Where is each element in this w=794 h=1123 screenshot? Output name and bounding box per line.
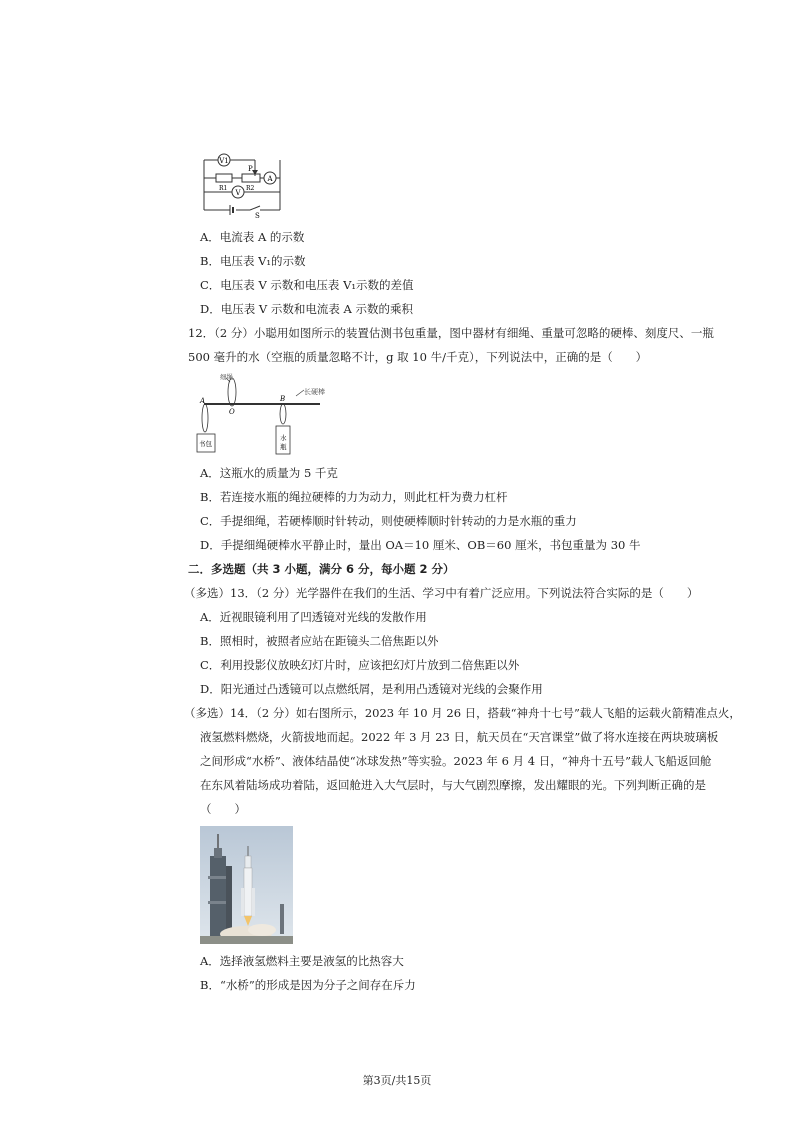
lever-rope-label: 细绳: [220, 373, 233, 381]
q11-option-a: A．电流表 A 的示数: [200, 230, 305, 244]
q13-option-b: B．照相时，被照者应站在距镜头二倍焦距以外: [200, 634, 439, 648]
q11-option-b: B．电压表 V₁的示数: [200, 254, 306, 268]
q12-stem-line1: 12．（2 分）小聪用如图所示的装置估测书包重量，图中器材有细绳、重量可忽略的硬棒、刻度尺、一瓶: [188, 326, 714, 340]
q14-option-a: A．选择液氢燃料主要是液氢的比热容大: [200, 954, 404, 968]
q14-stem-line5: （ ）: [200, 802, 246, 816]
lever-diagram: [196, 370, 336, 460]
q14-stem-line2: 液氢燃料燃烧，火箭拔地而起。2022 年 3 月 23 日，航天员在“天宫课堂”做了将水连接在两块玻璃板: [200, 730, 719, 744]
circuit-diagram: [200, 150, 290, 218]
q12-option-b: B．若连接水瓶的绳拉硬棒的力为动力，则此杠杆为费力杠杆: [200, 490, 508, 504]
q13-option-a: A．近视眼镜利用了凹透镜对光线的发散作用: [200, 610, 427, 624]
lever-a-label: A: [200, 397, 206, 405]
q13-option-d: D．阳光通过凸透镜可以点燃纸屑，是利用凸透镜对光线的会聚作用: [200, 682, 543, 696]
q12-option-a: A．这瓶水的质量为 5 千克: [200, 466, 338, 480]
section-heading: 二．多选题（共 3 小题，满分 6 分，每小题 2 分）: [188, 562, 455, 576]
circuit-p-label: P: [248, 165, 253, 173]
circuit-s-label: S: [255, 212, 260, 218]
lever-rod-label: 长硬棒: [304, 388, 325, 396]
q11-option-c: C．电压表 V 示数和电压表 V₁示数的差值: [200, 278, 414, 292]
rocket-launch-photo: [200, 826, 293, 944]
lever-bag-label: 书包: [199, 440, 212, 448]
q12-option-d: D．手提细绳硬棒水平静止时，量出 OA＝10 厘米、OB＝60 厘米，书包重量为 30 牛: [200, 538, 641, 552]
lever-water-label-1: 水: [280, 434, 287, 442]
q11-option-d: D．电压表 V 示数和电流表 A 示数的乘积: [200, 302, 413, 316]
q14-stem-line4: 在东风着陆场成功着陆，返回舱进入大气层时，与大气剧烈摩擦，发出耀眼的光。下列判断正确的是: [200, 778, 706, 792]
circuit-r2-label: R2: [246, 185, 255, 192]
circuit-r1-label: R1: [219, 185, 228, 192]
q14-option-b: B．“水桥”的形成是因为分子之间存在斥力: [200, 978, 416, 992]
q14-stem-line3: 之间形成“水桥”、液体结晶使“冰球发热”等实验。2023 年 6 月 4 日，“神舟十五号”载人飞船返回舱: [200, 754, 712, 768]
q12-option-c: C．手提细绳，若硬棒顺时针转动，则使硬棒顺时针转动的力是水瓶的重力: [200, 514, 577, 528]
q13-option-c: C．利用投影仪放映幻灯片时，应该把幻灯片放到二倍焦距以外: [200, 658, 520, 672]
lever-o-label: O: [229, 408, 235, 416]
circuit-v-label: V: [235, 189, 241, 197]
circuit-v1-label: V1: [219, 157, 229, 165]
q12-stem-line2: 500 毫升的水（空瓶的质量忽略不计，g 取 10 牛/千克），下列说法中，正确的是（ ）: [188, 350, 648, 364]
q14-stem-line1: （多选）14．（2 分）如右图所示，2023 年 10 月 26 日，搭载“神舟十七号”载人飞船的运载火箭精准点火，: [184, 706, 741, 720]
lever-water-label-2: 瓶: [280, 443, 287, 451]
q13-stem: （多选）13．（2 分）光学器件在我们的生活、学习中有着广泛应用。下列说法符合实际的是（ ）: [184, 586, 699, 600]
lever-b-label: B: [280, 395, 286, 403]
page-number-footer: 第3页/共15页: [362, 1074, 432, 1087]
circuit-a-label: A: [267, 175, 273, 183]
